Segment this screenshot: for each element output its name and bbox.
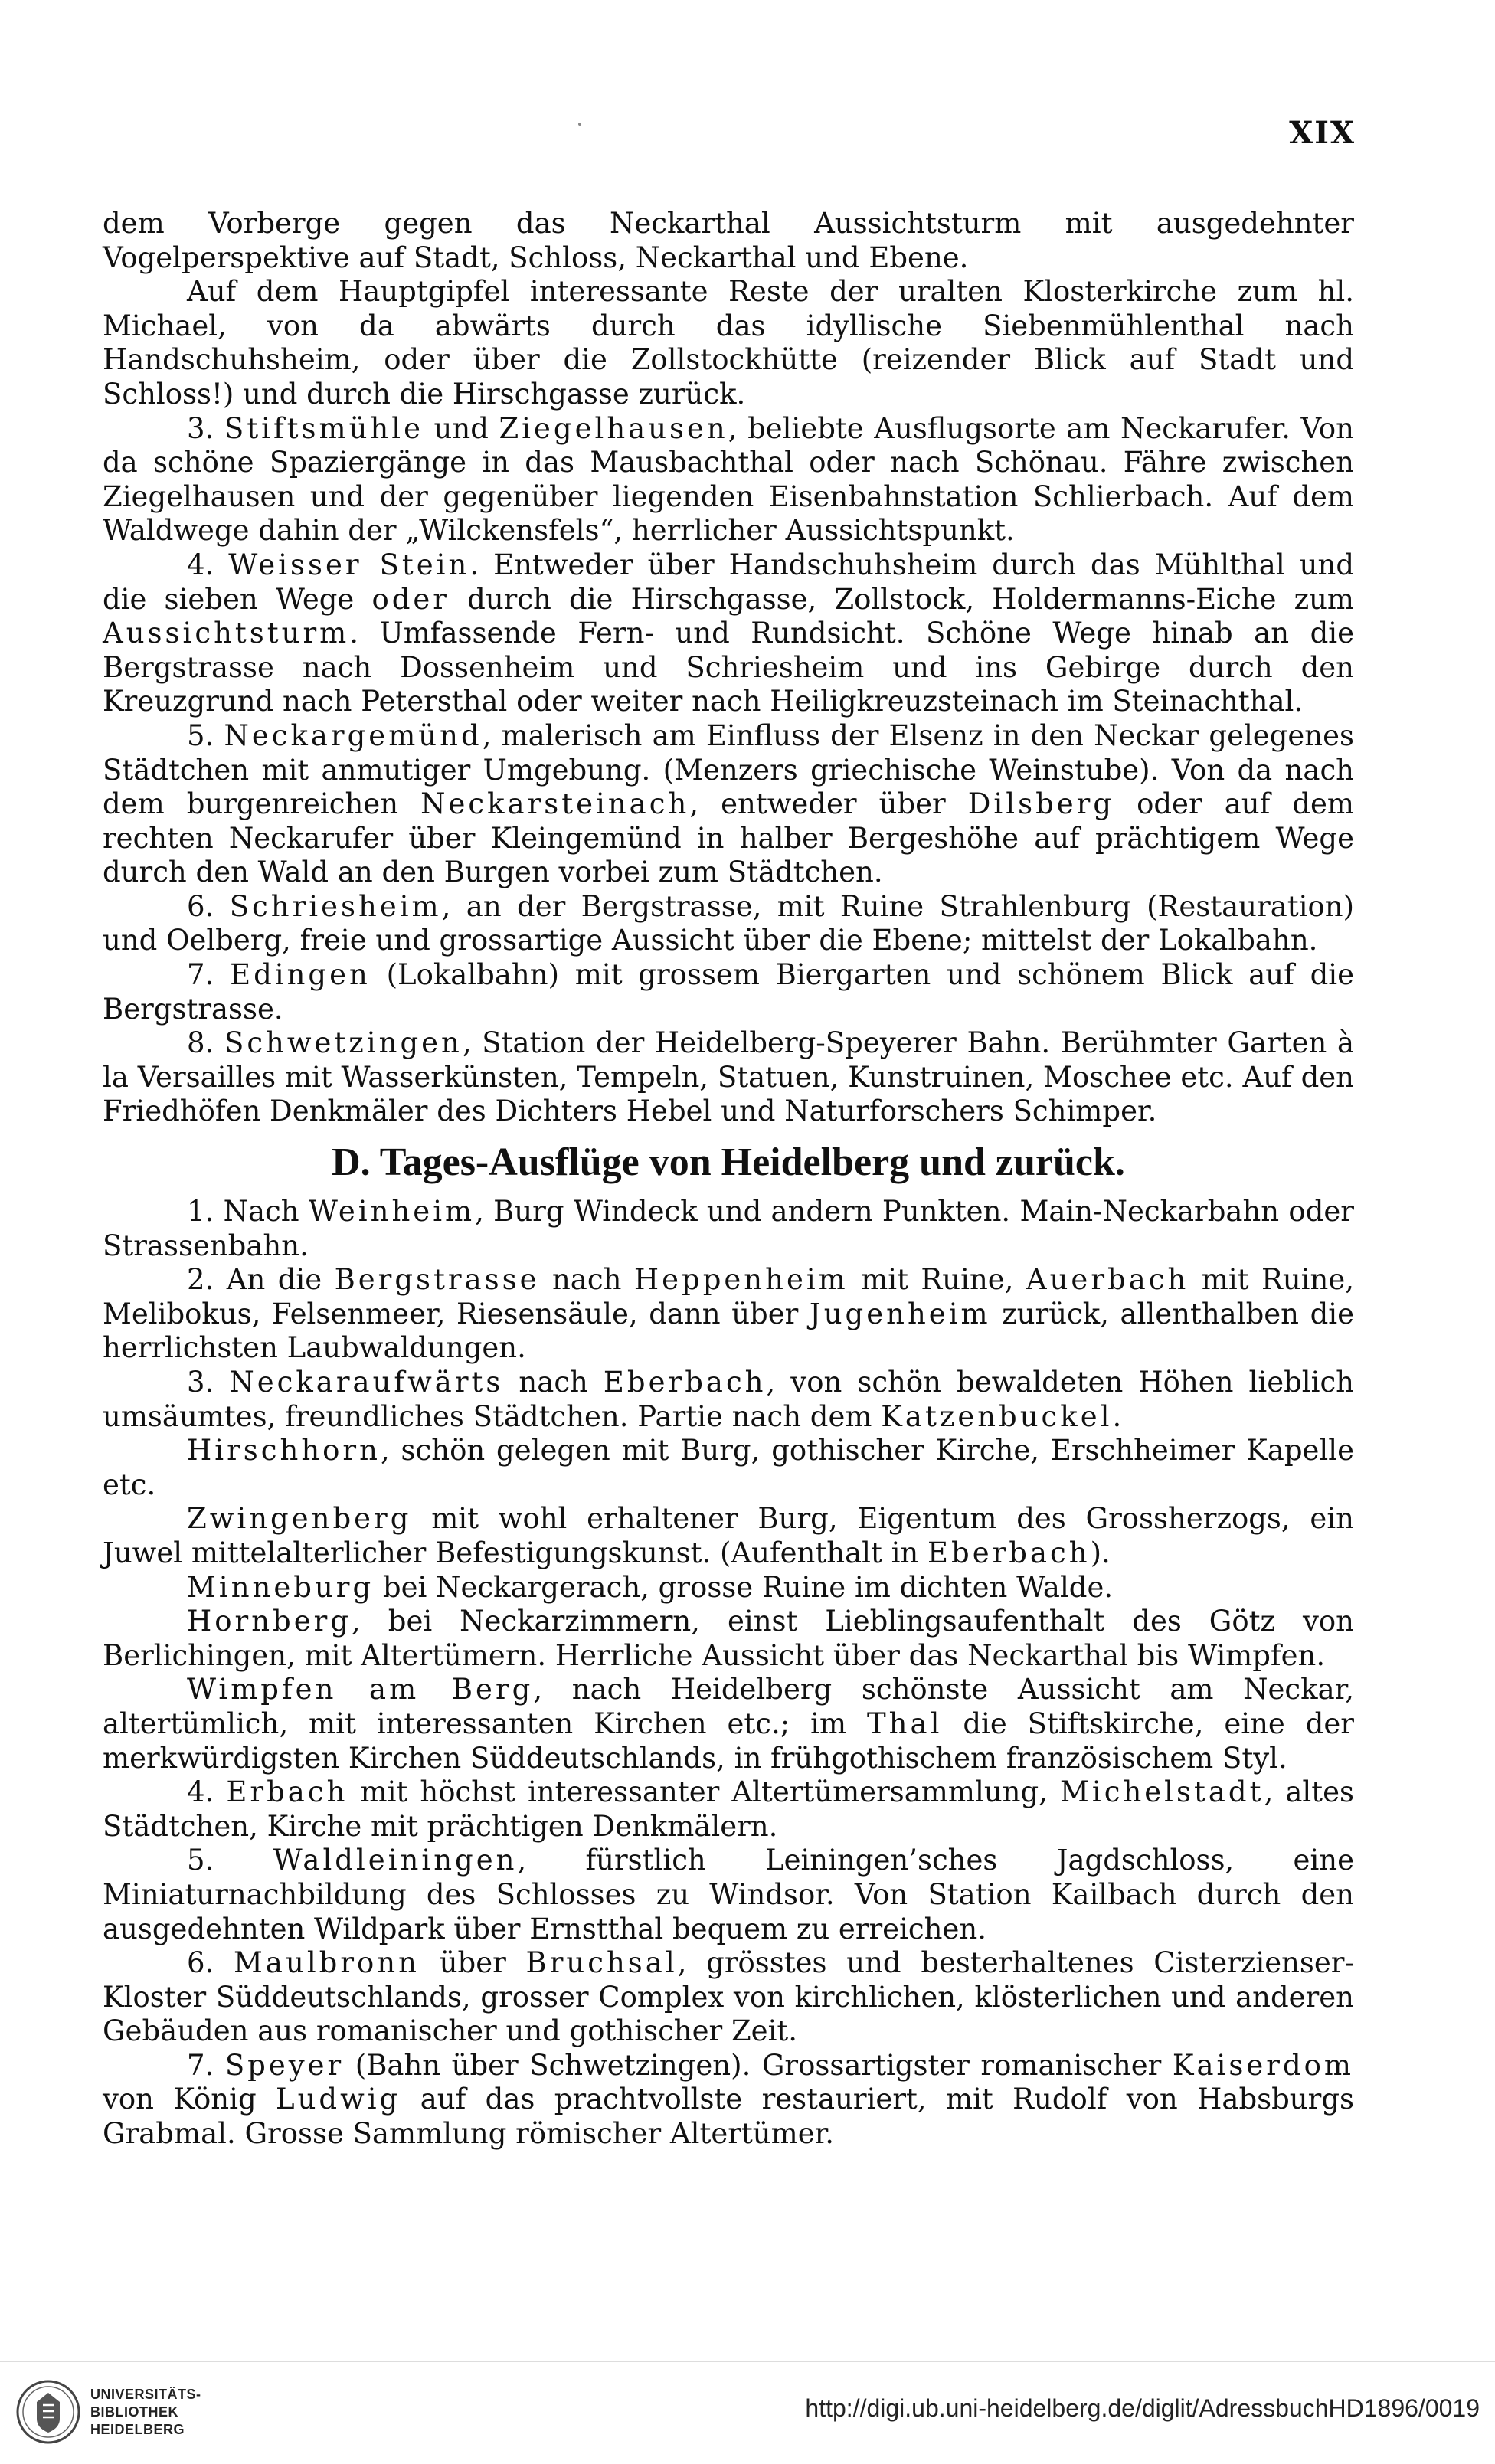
- excursion-subitem: Zwingenberg mit wohl erhaltener Burg, Eigentum des Grossherzogs, ein Juwel mittelalterlicher Befestigungskunst. (Aufenthalt in Eberbach).: [103, 1502, 1354, 1569]
- place-name: Waldleiningen: [273, 1844, 518, 1877]
- place-name: Ziegelhausen: [499, 411, 728, 445]
- excursion-item: 5. Neckargemünd, malerisch am Einfluss der Elsenz in den Neckar gelegenes Städtchen mit anmutiger Umgebung. (Menzers griechische Weinstube). Von da nach dem burgenreichen Neckarsteinach, entweder über Dilsberg oder auf dem rechten Neckarufer über Kleingemünd in halber Bergeshöhe auf prächtigem Wege durch den Wald an den Burgen vorbei zum Städtchen.: [103, 718, 1354, 889]
- page-number: XIX: [1289, 115, 1356, 151]
- place-name: Neckargemünd: [224, 718, 483, 752]
- place-name: Neckaraufwärts: [229, 1366, 504, 1399]
- excursion-item: 3. Neckaraufwärts nach Eberbach, von schön bewaldeten Höhen lieblich umsäumtes, freundliches Städtchen. Partie nach dem Katzenbuckel.: [103, 1366, 1355, 1433]
- place-name: Eberbach: [603, 1366, 767, 1399]
- excursion-subitem: Wimpfen am Berg, nach Heidelberg schönste Aussicht am Neckar, altertümlich, mit interessanten Kirchen etc.; im Thal die Stiftskirche, eine der merkwürdigsten Kirchen Süddeutschlands, in frühgothischem französischem Styl.: [103, 1673, 1355, 1775]
- place-name: Bruchsal: [525, 1946, 678, 1980]
- place-name: Stiftsmühle: [224, 411, 424, 445]
- scan-speck: [578, 123, 581, 126]
- page-body: [103, 207, 1354, 2152]
- paragraph: Auf dem Hauptgipfel interessante Reste der uralten Klosterkirche zum hl. Michael, von da abwärts durch das idyllische Siebenmühlenthal nach Handschuhsheim, oder über die Zollstockhütte (reizender Blick auf Stadt und Schloss!) und durch die Hirschgasse zurück.: [103, 275, 1354, 411]
- excursion-item: 8. Schwetzingen, Station der Heidelberg-Speyerer Bahn. Berühmter Garten à la Versailles mit Wasserkünsten, Tempeln, Statuen, Kunstruinen, Moschee etc. Auf den Friedhöfen Denkmäler des Dichters Hebel und Naturforschers Schimper.: [103, 1026, 1354, 1128]
- place-name: Bergstrasse: [334, 1263, 540, 1297]
- excursion-item: 2. An die Bergstrasse nach Heppenheim mit Ruine, Auerbach mit Ruine, Melibokus, Felsenmeer, Riesensäule, dann über Jugenheim zurück, allenthalben die herrlichsten Laubwaldungen.: [103, 1263, 1354, 1365]
- excursion-item: 4. Weisser Stein. Entweder über Handschuhsheim durch das Mühlthal und die sieben Wege oder durch die Hirschgasse, Zollstock, Holdermanns-Eiche zum Aussichtsturm. Umfassende Fern- und Rundsicht. Schöne Wege hinab an die Bergstrasse nach Dossenheim und Schriesheim und ins Gebirge durch den Kreuzgrund nach Petersthal oder weiter nach Heiligkreuzsteinach im Steinachthal.: [103, 548, 1355, 718]
- place-name: Schwetzingen: [224, 1026, 463, 1060]
- library-name: UNIVERSITÄTS- BIBLIOTHEK HEIDELBERG: [90, 2386, 201, 2437]
- library-logo[interactable]: [15, 2379, 201, 2445]
- place-name: Schriesheim: [229, 889, 442, 923]
- place-name: Thal: [867, 1706, 943, 1740]
- place-name: Erbach: [226, 1775, 348, 1809]
- university-seal-icon: [15, 2379, 81, 2445]
- place-name: Jugenheim: [809, 1297, 991, 1330]
- place-name: Eberbach: [927, 1536, 1091, 1569]
- excursion-item: 6. Schriesheim, an der Bergstrasse, mit Ruine Strahlenburg (Restauration) und Oelberg, freie und grossartige Aussicht über die Ebene; mittelst der Lokalbahn.: [103, 889, 1355, 957]
- source-url-link[interactable]: http://digi.ub.uni-heidelberg.de/diglit/AdressbuchHD1896/0019: [805, 2394, 1480, 2422]
- place-name: Dilsberg: [967, 787, 1115, 821]
- place-name: Katzenbuckel: [881, 1399, 1113, 1433]
- place-name: Edingen: [230, 958, 371, 992]
- place-name: Heppenheim: [633, 1263, 849, 1297]
- section-heading: D. Tages-Ausflüge von Heidelberg und zurück.: [332, 1140, 1125, 1185]
- excursion-item: 7. Speyer (Bahn über Schwetzingen). Grossartigster romanischer Kaiserdom von König Ludwig auf das prachtvollste restauriert, mit Rudolf von Habsburgs Grabmal. Grosse Sammlung römischer Altertümer.: [103, 2048, 1354, 2151]
- excursion-subitem: Minneburg bei Neckargerach, grosse Ruine im dichten Walde.: [187, 1570, 1114, 1604]
- place-name: Weisser Stein: [228, 548, 470, 581]
- place-name: Maulbronn: [234, 1946, 420, 1980]
- place-name: Hornberg: [187, 1605, 352, 1638]
- place-name: Minneburg: [187, 1570, 375, 1604]
- place-name: Weinheim: [308, 1195, 476, 1229]
- place-name: Speyer: [224, 2048, 345, 2082]
- place-name: Aussichtsturm: [103, 617, 350, 650]
- footer: [0, 2362, 1495, 2464]
- place-name: Hirschhorn: [187, 1434, 381, 1468]
- excursion-item: 1. Nach Weinheim, Burg Windeck und andern Punkten. Main-Neckarbahn oder Strassenbahn.: [103, 1195, 1354, 1262]
- excursion-item: 6. Maulbronn über Bruchsal, grösstes und besterhaltenes Cisterzienser-Kloster Süddeutschlands, grosser Complex von kirchlichen, klösterlichen und anderen Gebäuden aus romanischer und gothischer Zeit.: [103, 1946, 1354, 2048]
- place-name: Wimpfen am Berg: [187, 1673, 534, 1706]
- excursion-item: 7. Edingen (Lokalbahn) mit grossem Biergarten und schönem Blick auf die Bergstrasse.: [103, 958, 1354, 1026]
- place-name: Kaiserdom: [1172, 2048, 1354, 2082]
- excursion-item: 4. Erbach mit höchst interessanter Altertümersammlung, Michelstadt, altes Städtchen, Kirche mit prächtigen Denkmälern.: [103, 1775, 1354, 1843]
- excursion-item: 3. Stiftsmühle und Ziegelhausen, beliebte Ausflugsorte am Neckarufer. Von da schöne Spaziergänge in das Mausbachthal oder nach Schönau. Fähre zwischen Ziegelhausen und der gegenüber liegenden Eisenbahnstation Schlierbach. Auf dem Waldwege dahin der „Wilckensfels“, herrlicher Aussichtspunkt.: [103, 411, 1354, 548]
- place-name: Neckarsteinach: [420, 787, 690, 821]
- place-name: Michelstadt: [1060, 1775, 1264, 1809]
- paragraph: dem Vorberge gegen das Neckarthal Aussichtsturm mit ausgedehnter Vogelperspektive auf Stadt, Schloss, Neckarthal und Ebene.: [103, 207, 1354, 274]
- place-name: Ludwig: [276, 2083, 401, 2116]
- place-name: Zwingenberg: [187, 1502, 412, 1536]
- excursion-subitem: Hirschhorn, schön gelegen mit Burg, gothischer Kirche, Erschheimer Kapelle etc.: [103, 1434, 1354, 1501]
- excursion-item: 5. Waldleiningen, fürstlich Leiningen’sches Jagdschloss, eine Miniaturnachbildung des Schlosses zu Windsor. Von Station Kailbach durch den ausgedehnten Wildpark über Ernstthal bequem zu erreichen.: [103, 1844, 1354, 1945]
- excursion-subitem: Hornberg, bei Neckarzimmern, einst Lieblingsaufenthalt des Götz von Berlichingen, mit Altertümern. Herrliche Aussicht über das Neckarthal bis Wimpfen.: [103, 1605, 1354, 1672]
- place-name: Auerbach: [1026, 1263, 1189, 1297]
